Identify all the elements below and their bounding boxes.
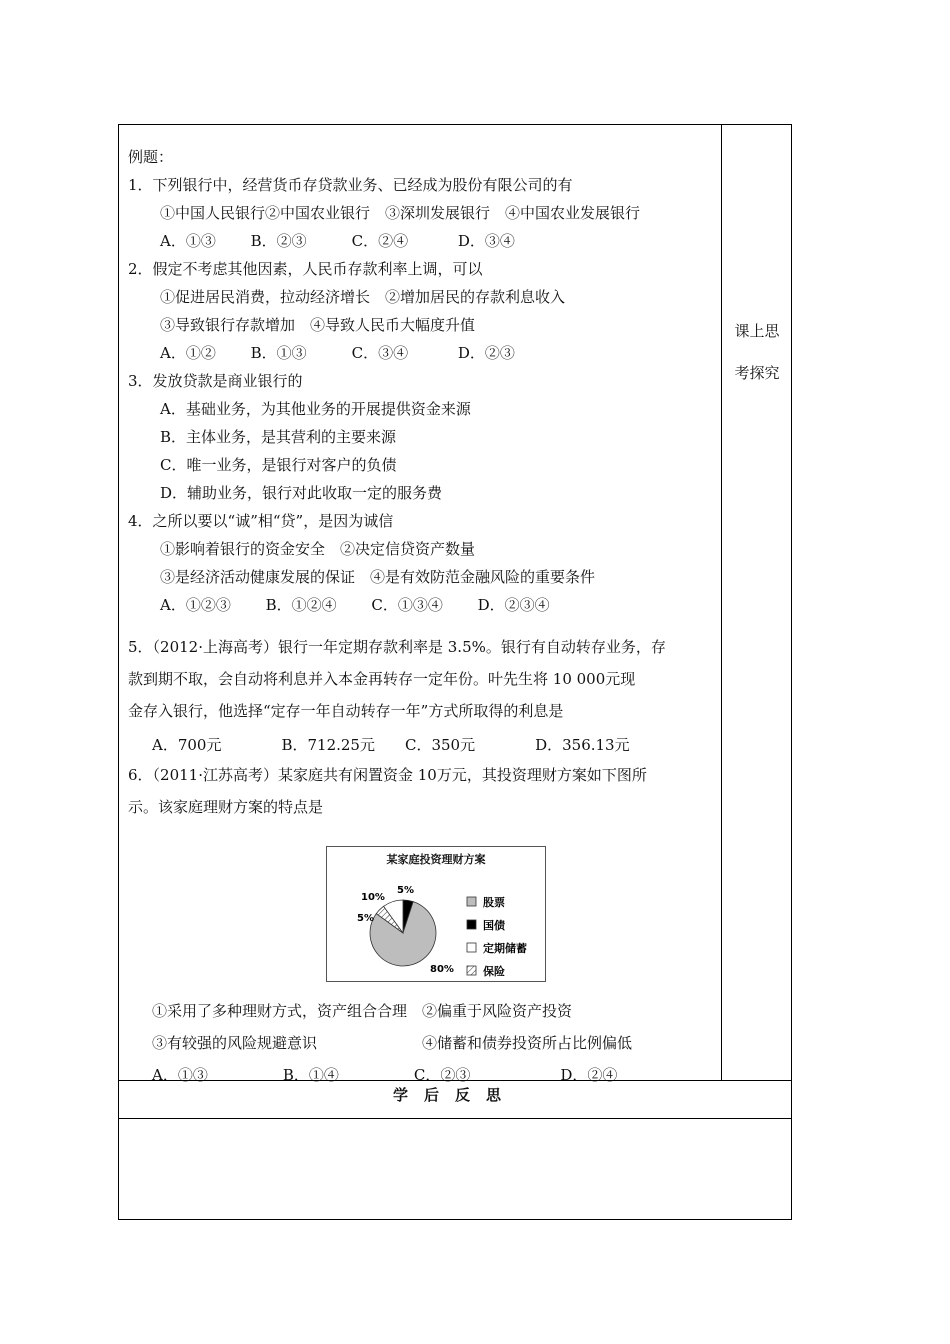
question-6-line-2: 示。该家庭理财方案的特点是 (128, 798, 324, 816)
question-4: 4．之所以要以“诚”相“贷”，是因为诚信 (128, 512, 394, 530)
question-5-line-2: 款到期不取，会自动将利息并入本金再转存一定年份。叶先生将 10 000元现 (128, 670, 636, 688)
question-3: 3．发放贷款是商业银行的 (128, 372, 303, 390)
question-5-line-1: 5．（2012·上海高考）银行一年定期存款利率是 3.5%。银行有自动转存业务，存 (128, 638, 666, 656)
side-label-line-1: 课上思 (734, 322, 780, 340)
legend-label-insurance: 保险 (483, 965, 505, 978)
question-3-option-b: B．主体业务，是其营利的主要来源 (160, 428, 397, 446)
legend-swatch-savings (467, 943, 476, 952)
legend-label-stocks: 股票 (483, 896, 505, 909)
value-label-savings: 10% (361, 892, 385, 903)
question-3-option-d: D．辅助业务，银行对此收取一定的服务费 (160, 484, 443, 502)
question-3-option-c: C．唯一业务，是银行对客户的负债 (160, 456, 397, 474)
question-4-options: A．①②③ B．①②④ C．①③④ D．②③④ (160, 596, 550, 614)
legend-swatch-insurance (467, 966, 476, 975)
question-1: 1．下列银行中，经营货币存贷款业务、已经成为股份有限公司的有 (128, 176, 573, 194)
column-divider (721, 124, 722, 1081)
legend-swatch-stocks (467, 897, 476, 906)
value-label-bonds: 5% (397, 885, 414, 896)
investment-pie-chart (326, 846, 546, 982)
question-6-statements-a: ①采用了多种理财方式，资产组合合理 ②偏重于风险资产投资 (152, 1002, 573, 1020)
footer-divider-bottom (118, 1118, 792, 1119)
question-3-option-a: A．基础业务，为其他业务的开展提供资金来源 (160, 400, 471, 418)
side-label (722, 310, 792, 394)
pie-chart-svg (327, 847, 547, 983)
value-label-stocks: 80% (430, 964, 454, 975)
question-6-options: A．①③ B．①④ C．②③ D．②④ (152, 1066, 618, 1084)
question-5-options: A．700元 B．712.25元 C．350元 D．356.13元 (152, 736, 630, 754)
question-1-statements: ①中国人民银行②中国农业银行 ③深圳发展银行 ④中国农业发展银行 (160, 204, 641, 222)
question-2-options: A．①② B．①③ C．③④ D．②③ (160, 344, 515, 362)
question-2-statements-b: ③导致银行存款增加 ④导致人民币大幅度升值 (160, 316, 476, 334)
side-label-line-2: 考探究 (734, 364, 780, 382)
question-6-line-1: 6．（2011·江苏高考）某家庭共有闲置资金 10万元，其投资理财方案如下图所 (128, 766, 647, 784)
question-5-line-3: 金存入银行，他选择“定存一年自动转存一年”方式所取得的利息是 (128, 702, 564, 720)
examples-heading: 例题： (128, 148, 174, 166)
chart-title: 某家庭投资理财方案 (386, 853, 486, 866)
legend-label-bonds: 国债 (483, 919, 505, 932)
value-label-insurance: 5% (357, 913, 374, 924)
reflection-title: 学后反思 (392, 1086, 517, 1104)
question-4-statements-b: ③是经济活动健康发展的保证 ④是有效防范金融风险的重要条件 (160, 568, 596, 586)
question-1-options: A．①③ B．②③ C．②④ D．③④ (160, 232, 515, 250)
legend-label-savings: 定期储蓄 (483, 942, 527, 955)
question-6-statements-b: ③有较强的风险规避意识 ④储蓄和债券投资所占比例偏低 (152, 1034, 633, 1052)
question-2: 2．假定不考虑其他因素，人民币存款利率上调，可以 (128, 260, 483, 278)
question-2-statements-a: ①促进居民消费，拉动经济增长 ②增加居民的存款利息收入 (160, 288, 566, 306)
legend-swatch-bonds (467, 920, 476, 929)
question-4-statements-a: ①影响着银行的资金安全 ②决定信贷资产数量 (160, 540, 476, 558)
